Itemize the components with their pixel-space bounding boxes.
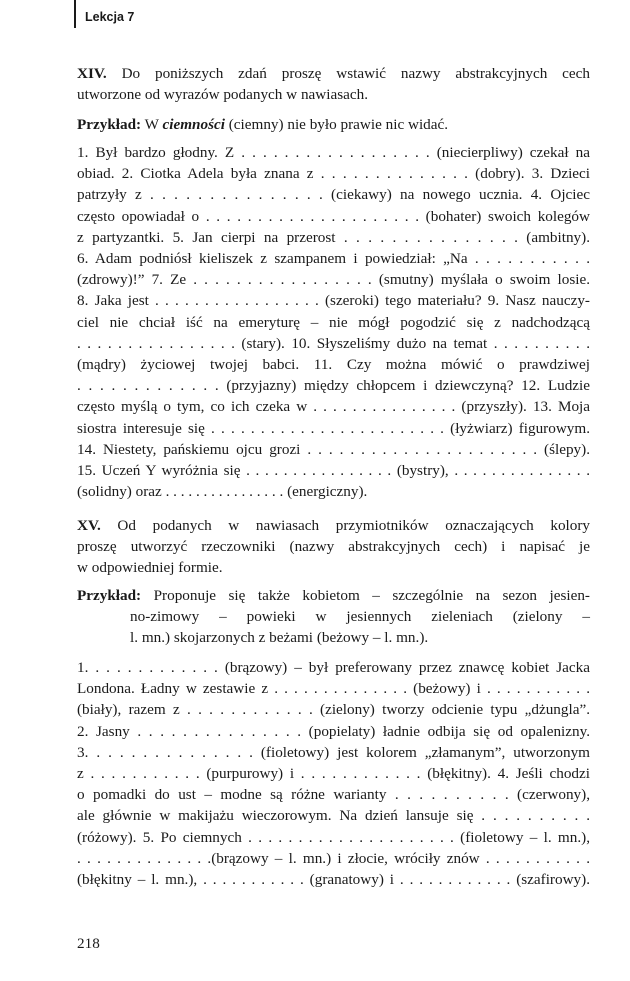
exercise-14-line: . . . . . . . . . . . . . (przyjazny) między chłopcem i dziewczyną? 12. Ludzie	[77, 377, 590, 395]
page-number: 218	[77, 935, 100, 952]
exercise-14-line: z partyzantki. 5. Jan cierpi na przerost . . . . . . . . . . . . . . . (ambitny).	[77, 228, 590, 246]
exercise-15-number: XV.	[77, 517, 101, 534]
exercise-15-line: (biały), razem z . . . . . . . . . . . . (zielony) tworzy odcienie typu „dżungla”.	[77, 701, 590, 719]
header-rule	[74, 0, 76, 28]
exercise-15-line: . . . . . . . . . . . . . .(brązowy – l. mn.) i złocie, wróciły znów . . . . . . . . . . .	[77, 849, 590, 867]
exercise-14-line: 14. Niestety, pańskiemu ojcu grozi . . . . . . . . . . . . . . . . . . . . . . (ślepy).	[77, 440, 590, 458]
exercise-14-example-label: Przykład:	[77, 116, 142, 133]
exercise-15-instructions	[77, 515, 590, 579]
exercise-14-line: ciel nie chciał iść na emeryturę – nie mógł pogodzić się z nadchodzącą	[77, 313, 590, 331]
exercise-14-instruction-line-1: XIV. Do poniższych zdań proszę wstawić nazwy abstrakcyjnych cech	[77, 65, 590, 82]
exercise-14-instruction-line-2: utworzone od wyrazów podanych w nawiasach.	[77, 86, 368, 104]
exercise-15-example-label: Przykład:	[77, 587, 142, 604]
exercise-14-number: XIV.	[77, 65, 107, 82]
exercise-15-instruction-line-1: XV. Od podanych w nawiasach przymiotników oznaczających kolory	[77, 517, 590, 534]
exercise-14-line: 8. Jaka jest . . . . . . . . . . . . . . . . . (szeroki) tego materiału? 9. Nasz nauczy-	[77, 292, 590, 310]
exercise-15-line: 2. Jasny . . . . . . . . . . . . . . . (popielaty) ładnie odbija się od opalenizny.	[77, 722, 590, 740]
exercise-14-line: 1. Był bardzo głodny. Z . . . . . . . . . . . . . . . . . . (niecierpliwy) czekał na	[77, 144, 590, 161]
exercise-15-instruction-line-2: proszę utworzyć rzeczowniki (nazwy abstrakcyjnych cech) i napisać je	[77, 538, 590, 556]
exercise-14-example-word: ciemności	[162, 116, 225, 133]
exercise-15-instruction-line-3: w odpowiedniej formie.	[77, 559, 223, 577]
exercise-15-line: Londona. Ładny w zestawie z . . . . . . . . . . . . . . (beżowy) i . . . . . . . . . . .	[77, 680, 590, 698]
exercise-15-line: (różowy). 5. Po ciemnych . . . . . . . . . . . . . . . . . . . . . (fioletowy – l. mn.),	[77, 828, 590, 846]
exercise-15-body	[77, 657, 590, 890]
running-head: Lekcja 7	[85, 10, 135, 24]
exercise-14-line: 15. Uczeń Y wyróżnia się . . . . . . . . . . . . . . . . (bystry), . . . . . . . . . . . . . . .	[77, 462, 590, 480]
exercise-14-body	[77, 142, 590, 502]
exercise-14-line: często myślą o tym, co ich czeka w . . . . . . . . . . . . . . . (przyszły). 13. Moja	[77, 398, 590, 416]
exercise-15-line: o pomadki do ust – modne są różne warianty . . . . . . . . . . (czerwony),	[77, 786, 590, 804]
exercise-15-example: Przykład: Proponuje się także kobietom – szczególnie na sezon jesien- no-zimowy – powieki w jesiennych zieleniach (zielony – l. mn.) skojarzonych z beżami (beżowy – l. mn.).	[77, 585, 590, 649]
exercise-15-line: ale głównie w makijażu wieczorowym. Na dzień lansuje się . . . . . . . . . .	[77, 807, 590, 825]
exercise-14-line: (mądry) życiowej twojej babci. 11. Czy można mówić o prawdziwej	[77, 356, 590, 374]
exercise-14-instructions	[77, 63, 590, 105]
exercise-14-line: (solidny) oraz . . . . . . . . . . . . . . . . (energiczny).	[77, 483, 368, 501]
exercise-14-line: 6. Adam podniósł kieliszek z szampanem i powiedział: „Na . . . . . . . . . . .	[77, 250, 590, 268]
exercise-15-example-line: l. mn.) skojarzonych z beżami (beżowy – l. mn.).	[130, 629, 429, 647]
exercise-15-line: 3. . . . . . . . . . . . . . . (fioletowy) jest kolorem „złamanym”, utworzonym	[77, 743, 590, 761]
exercise-14-line: często opowiadał o . . . . . . . . . . . . . . . . . . . . . (bohater) swoich kolegów	[77, 207, 590, 225]
exercise-15-line: z . . . . . . . . . . . (purpurowy) i . . . . . . . . . . . . (błękitny). 4. Jeśli chodzi	[77, 765, 590, 783]
exercise-14-line: . . . . . . . . . . . . . . . . (stary). 10. Słyszeliśmy dużo na temat . . . . . . . . . .	[77, 334, 590, 352]
exercise-15-line: (błękitny – l. mn.), . . . . . . . . . . . (granatowy) i . . . . . . . . . . . . (szafirowy).	[77, 871, 590, 889]
exercise-14-line: (zdrowy)!” 7. Ze . . . . . . . . . . . . . . . . . (smutny) myślała o swoim losie.	[77, 271, 590, 289]
exercise-14-line: patrzyły z . . . . . . . . . . . . . . . (ciekawy) na nowego ucznia. 4. Ojciec	[77, 186, 590, 204]
exercise-15-line: 1. . . . . . . . . . . . . (brązowy) – był preferowany przez znawcę kobiet Jacka	[77, 659, 590, 676]
exercise-14-example: Przykład: W ciemności (ciemny) nie było prawie nic widać.	[77, 116, 449, 133]
exercise-14-line: siostra interesuje się . . . . . . . . . . . . . . . . . . . . . . . . (łyżwiarz) figurowym.	[77, 419, 590, 437]
exercise-15-example-line: no-zimowy – powieki w jesiennych zieleniach (zielony –	[130, 608, 590, 626]
exercise-14-line: obiad. 2. Ciotka Adela była znana z . . . . . . . . . . . . . . (dobry). 3. Dzieci	[77, 165, 590, 183]
